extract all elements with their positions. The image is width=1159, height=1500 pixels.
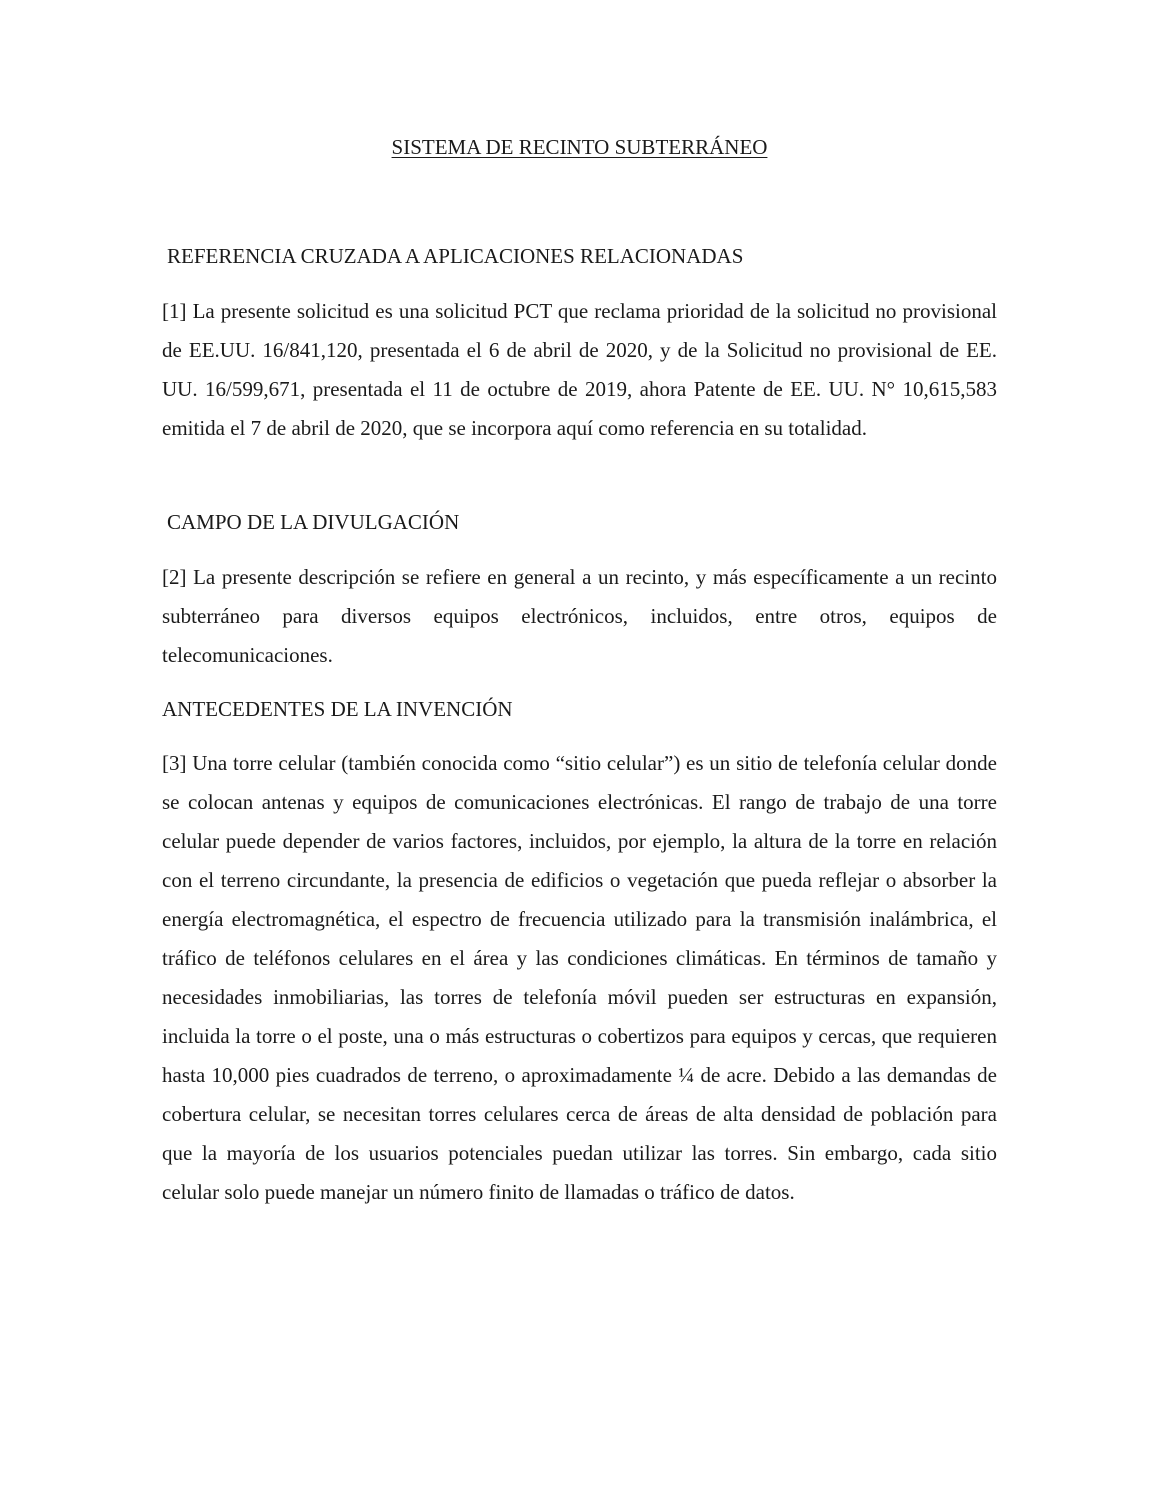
section-heading-field: CAMPO DE LA DIVULGACIÓN xyxy=(167,510,460,534)
section-heading-background: ANTECEDENTES DE LA INVENCIÓN xyxy=(162,697,513,721)
section-heading-cross-reference: REFERENCIA CRUZADA A APLICACIONES RELACIONADAS xyxy=(167,244,744,268)
paragraph-1: [1] La presente solicitud es una solicitud PCT que reclama prioridad de la solicitud no provisional de EE.UU. 16/841,120, presentada el 6 de abril de 2020, y de la Solicitud no provisional de EE. UU. 16/599,671, presentada el 11 de octubre de 2019, ahora Patente de EE. UU. N° 10,615,583 emitida el 7 de abril de 2020, que se incorpora aquí como referencia en su totalidad. xyxy=(162,299,997,440)
paragraph-3: [3] Una torre celular (también conocida como “sitio celular”) es un sitio de telefonía celular donde se colocan antenas y equipos de comunicaciones electrónicas. El rango de trabajo de una torre celular puede depender de varios factores, incluidos, por ejemplo, la altura de la torre en relación con el terreno circundante, la presencia de edificios o vegetación que pueda reflejar o absorber la energía electromagnética, el espectro de frecuencia utilizado para la transmisión inalámbrica, el tráfico de teléfonos celulares en el área y las condiciones climáticas. En términos de tamaño y necesidades inmobiliarias, las torres de telefonía móvil pueden ser estructuras en expansión, incluida la torre o el poste, una o más estructuras o cobertizos para equipos y cercas, que requieren hasta 10,000 pies cuadrados de terreno, o aproximadamente ¼ de acre. Debido a las demandas de cobertura celular, se necesitan torres celulares cerca de áreas de alta densidad de población para que la mayoría de los usuarios potenciales puedan utilizar las torres. Sin embargo, cada sitio celular solo puede manejar un número finito de llamadas o tráfico de datos. xyxy=(162,751,997,1204)
paragraph-2: [2] La presente descripción se refiere en general a un recinto, y más específicamente a un recinto subterráneo para diversos equipos electrónicos, incluidos, entre otros, equipos de telecomunicaciones. xyxy=(162,565,997,667)
document-title: SISTEMA DE RECINTO SUBTERRÁNEO xyxy=(391,135,768,159)
